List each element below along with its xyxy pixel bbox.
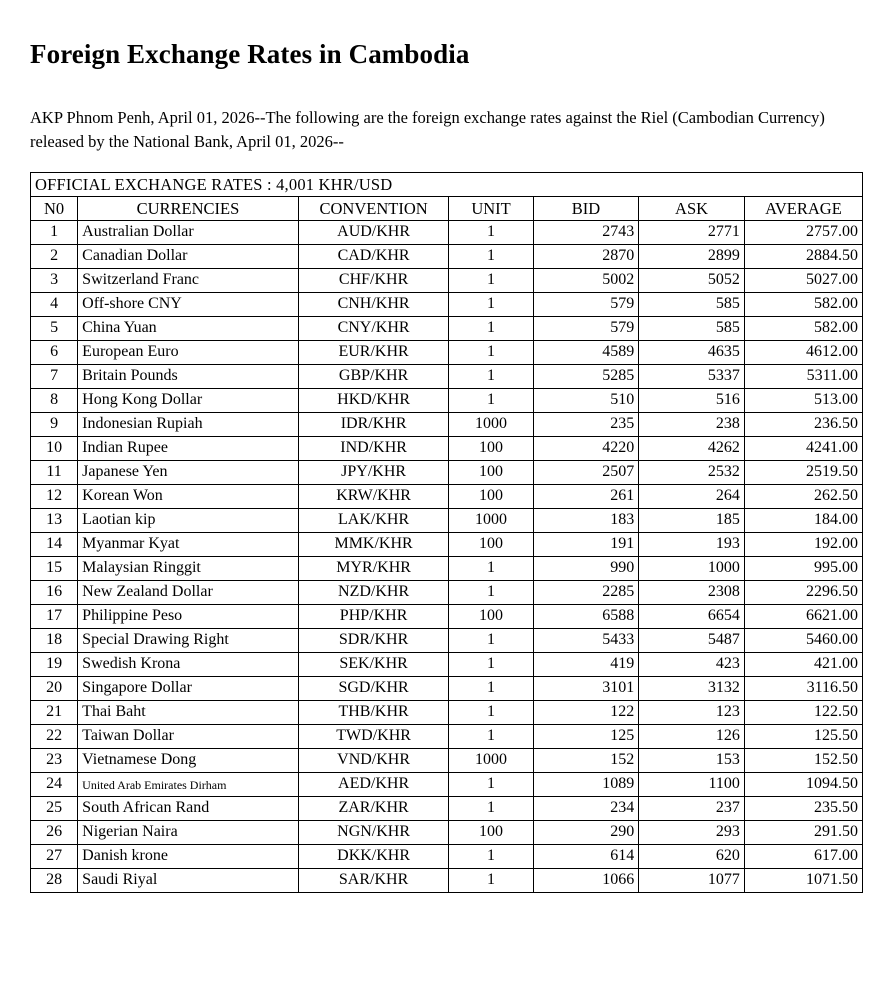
table-row [31,509,863,533]
cell-bid: 5285 [533,365,639,389]
cell-unit: 1 [449,341,533,365]
cell-ask: 1000 [639,557,745,581]
cell-average: 236.50 [744,413,862,437]
cell-unit: 1 [449,629,533,653]
cell-bid: 510 [533,389,639,413]
cell-bid: 183 [533,509,639,533]
cell-convention: TWD/KHR [298,725,449,749]
cell-bid: 2285 [533,581,639,605]
cell-ask: 238 [639,413,745,437]
cell-ask: 2532 [639,461,745,485]
cell-currency: Laotian kip [78,509,299,533]
cell-currency: New Zealand Dollar [78,581,299,605]
table-header-row [31,197,863,221]
cell-convention: AUD/KHR [298,221,449,245]
table-row [31,797,863,821]
cell-unit: 1 [449,221,533,245]
table-row [31,605,863,629]
cell-average: 5311.00 [744,365,862,389]
cell-average: 184.00 [744,509,862,533]
table-row [31,485,863,509]
cell-currency: South African Rand [78,797,299,821]
column-header-bid: BID [533,197,639,221]
table-row [31,341,863,365]
table-row [31,629,863,653]
cell-ask: 3132 [639,677,745,701]
cell-convention: ZAR/KHR [298,797,449,821]
cell-bid: 235 [533,413,639,437]
cell-average: 5460.00 [744,629,862,653]
table-row [31,389,863,413]
cell-unit: 1 [449,677,533,701]
cell-unit: 100 [449,485,533,509]
exchange-rates-table [30,172,863,893]
cell-average: 291.50 [744,821,862,845]
cell-no: 27 [31,845,78,869]
cell-bid: 614 [533,845,639,869]
cell-average: 262.50 [744,485,862,509]
cell-average: 6621.00 [744,605,862,629]
table-row [31,437,863,461]
cell-bid: 2870 [533,245,639,269]
cell-currency: Indian Rupee [78,437,299,461]
cell-currency: Hong Kong Dollar [78,389,299,413]
cell-no: 3 [31,269,78,293]
table-row [31,365,863,389]
cell-currency: Nigerian Naira [78,821,299,845]
cell-no: 15 [31,557,78,581]
cell-convention: PHP/KHR [298,605,449,629]
cell-unit: 1000 [449,749,533,773]
cell-no: 6 [31,341,78,365]
cell-ask: 2899 [639,245,745,269]
cell-ask: 193 [639,533,745,557]
cell-unit: 1 [449,773,533,797]
cell-bid: 122 [533,701,639,725]
cell-bid: 4589 [533,341,639,365]
cell-bid: 1066 [533,869,639,893]
table-row [31,317,863,341]
cell-convention: AED/KHR [298,773,449,797]
cell-currency: Japanese Yen [78,461,299,485]
cell-convention: CAD/KHR [298,245,449,269]
cell-ask: 4262 [639,437,745,461]
cell-no: 18 [31,629,78,653]
cell-currency: Danish krone [78,845,299,869]
cell-convention: IND/KHR [298,437,449,461]
cell-ask: 5052 [639,269,745,293]
cell-no: 21 [31,701,78,725]
cell-ask: 126 [639,725,745,749]
cell-no: 13 [31,509,78,533]
cell-convention: SDR/KHR [298,629,449,653]
cell-average: 2296.50 [744,581,862,605]
cell-bid: 2743 [533,221,639,245]
cell-ask: 423 [639,653,745,677]
cell-average: 421.00 [744,653,862,677]
cell-unit: 1 [449,725,533,749]
cell-ask: 516 [639,389,745,413]
cell-convention: MMK/KHR [298,533,449,557]
cell-ask: 264 [639,485,745,509]
cell-no: 10 [31,437,78,461]
table-row [31,653,863,677]
table-row [31,581,863,605]
cell-bid: 261 [533,485,639,509]
column-header-average: AVERAGE [744,197,862,221]
cell-unit: 1 [449,365,533,389]
cell-no: 22 [31,725,78,749]
cell-average: 5027.00 [744,269,862,293]
cell-unit: 1 [449,317,533,341]
cell-ask: 2771 [639,221,745,245]
cell-bid: 191 [533,533,639,557]
cell-average: 122.50 [744,701,862,725]
table-row [31,773,863,797]
cell-average: 192.00 [744,533,862,557]
cell-convention: MYR/KHR [298,557,449,581]
cell-average: 152.50 [744,749,862,773]
cell-bid: 152 [533,749,639,773]
cell-convention: SGD/KHR [298,677,449,701]
cell-bid: 290 [533,821,639,845]
cell-unit: 1 [449,701,533,725]
cell-unit: 100 [449,605,533,629]
table-row [31,677,863,701]
cell-unit: 1 [449,869,533,893]
cell-bid: 125 [533,725,639,749]
cell-no: 9 [31,413,78,437]
table-row [31,221,863,245]
cell-currency: China Yuan [78,317,299,341]
cell-ask: 2308 [639,581,745,605]
cell-currency: Singapore Dollar [78,677,299,701]
cell-ask: 585 [639,293,745,317]
cell-currency: Saudi Riyal [78,869,299,893]
cell-bid: 4220 [533,437,639,461]
cell-convention: VND/KHR [298,749,449,773]
cell-ask: 1077 [639,869,745,893]
cell-no: 17 [31,605,78,629]
cell-average: 125.50 [744,725,862,749]
cell-convention: SEK/KHR [298,653,449,677]
cell-convention: CNH/KHR [298,293,449,317]
cell-average: 2757.00 [744,221,862,245]
cell-bid: 579 [533,293,639,317]
cell-convention: NGN/KHR [298,821,449,845]
cell-ask: 237 [639,797,745,821]
cell-no: 28 [31,869,78,893]
table-row [31,821,863,845]
cell-currency: European Euro [78,341,299,365]
cell-convention: KRW/KHR [298,485,449,509]
cell-unit: 100 [449,437,533,461]
cell-average: 2519.50 [744,461,862,485]
cell-average: 617.00 [744,845,862,869]
cell-convention: CNY/KHR [298,317,449,341]
cell-average: 582.00 [744,317,862,341]
cell-no: 12 [31,485,78,509]
column-header-ask: ASK [639,197,745,221]
cell-unit: 100 [449,821,533,845]
cell-bid: 5002 [533,269,639,293]
cell-convention: DKK/KHR [298,845,449,869]
cell-unit: 1 [449,845,533,869]
dateline-paragraph: AKP Phnom Penh, April 01, 2026--The following are the foreign exchange rates against the Riel (Cambodian Currency) released by the National Bank, April 01, 2026-- [30,108,825,152]
table-row [31,845,863,869]
cell-unit: 1 [449,797,533,821]
cell-no: 4 [31,293,78,317]
cell-ask: 6654 [639,605,745,629]
cell-no: 25 [31,797,78,821]
table-row [31,245,863,269]
cell-average: 582.00 [744,293,862,317]
cell-bid: 6588 [533,605,639,629]
cell-average: 3116.50 [744,677,862,701]
table-banner-row [31,173,863,197]
cell-convention: IDR/KHR [298,413,449,437]
table-row [31,869,863,893]
cell-bid: 3101 [533,677,639,701]
table-row [31,557,863,581]
cell-convention: SAR/KHR [298,869,449,893]
cell-currency: Canadian Dollar [78,245,299,269]
cell-ask: 123 [639,701,745,725]
cell-average: 513.00 [744,389,862,413]
cell-convention: THB/KHR [298,701,449,725]
cell-no: 19 [31,653,78,677]
table-row [31,749,863,773]
cell-ask: 5487 [639,629,745,653]
cell-no: 11 [31,461,78,485]
cell-currency: Vietnamese Dong [78,749,299,773]
cell-average: 1071.50 [744,869,862,893]
cell-no: 23 [31,749,78,773]
cell-average: 4241.00 [744,437,862,461]
cell-convention: LAK/KHR [298,509,449,533]
table-row [31,269,863,293]
cell-unit: 1 [449,557,533,581]
cell-bid: 234 [533,797,639,821]
cell-unit: 1 [449,389,533,413]
cell-unit: 1 [449,293,533,317]
cell-ask: 4635 [639,341,745,365]
cell-currency: Korean Won [78,485,299,509]
cell-convention: EUR/KHR [298,341,449,365]
cell-ask: 585 [639,317,745,341]
cell-unit: 1 [449,653,533,677]
cell-currency: Myanmar Kyat [78,533,299,557]
cell-ask: 153 [639,749,745,773]
cell-unit: 100 [449,533,533,557]
column-header-convention: CONVENTION [298,197,449,221]
cell-convention: JPY/KHR [298,461,449,485]
cell-currency: Special Drawing Right [78,629,299,653]
cell-bid: 5433 [533,629,639,653]
cell-no: 7 [31,365,78,389]
cell-convention: CHF/KHR [298,269,449,293]
cell-no: 8 [31,389,78,413]
cell-currency: Australian Dollar [78,221,299,245]
table-row [31,533,863,557]
cell-convention: NZD/KHR [298,581,449,605]
cell-unit: 1 [449,245,533,269]
table-body [31,173,863,893]
cell-average: 995.00 [744,557,862,581]
cell-ask: 185 [639,509,745,533]
cell-bid: 1089 [533,773,639,797]
cell-currency: Taiwan Dollar [78,725,299,749]
page-title: Foreign Exchange Rates in Cambodia [30,39,470,69]
cell-currency: Swedish Krona [78,653,299,677]
cell-convention: GBP/KHR [298,365,449,389]
cell-average: 2884.50 [744,245,862,269]
column-header-currencies: CURRENCIES [78,197,299,221]
cell-no: 5 [31,317,78,341]
cell-no: 16 [31,581,78,605]
cell-unit: 1 [449,581,533,605]
cell-average: 235.50 [744,797,862,821]
cell-no: 26 [31,821,78,845]
cell-bid: 419 [533,653,639,677]
cell-average: 4612.00 [744,341,862,365]
cell-currency: Britain Pounds [78,365,299,389]
table-row [31,725,863,749]
table-row [31,413,863,437]
cell-currency: Thai Baht [78,701,299,725]
cell-no: 14 [31,533,78,557]
cell-unit: 1000 [449,413,533,437]
cell-currency: United Arab Emirates Dirham [78,773,299,797]
table-row [31,701,863,725]
cell-currency: Indonesian Rupiah [78,413,299,437]
cell-currency: Off-shore CNY [78,293,299,317]
cell-average: 1094.50 [744,773,862,797]
cell-convention: HKD/KHR [298,389,449,413]
cell-unit: 1000 [449,509,533,533]
cell-currency: Philippine Peso [78,605,299,629]
table-row [31,461,863,485]
cell-no: 2 [31,245,78,269]
cell-ask: 5337 [639,365,745,389]
cell-ask: 620 [639,845,745,869]
cell-ask: 293 [639,821,745,845]
column-header-unit: UNIT [449,197,533,221]
cell-unit: 1 [449,269,533,293]
cell-no: 20 [31,677,78,701]
table-row [31,293,863,317]
cell-bid: 2507 [533,461,639,485]
cell-bid: 990 [533,557,639,581]
cell-no: 1 [31,221,78,245]
column-header-no: N0 [31,197,78,221]
official-rate-banner: OFFICIAL EXCHANGE RATES : 4,001 KHR/USD [31,173,863,197]
cell-unit: 100 [449,461,533,485]
cell-currency: Switzerland Franc [78,269,299,293]
cell-currency: Malaysian Ringgit [78,557,299,581]
cell-bid: 579 [533,317,639,341]
cell-ask: 1100 [639,773,745,797]
cell-no: 24 [31,773,78,797]
